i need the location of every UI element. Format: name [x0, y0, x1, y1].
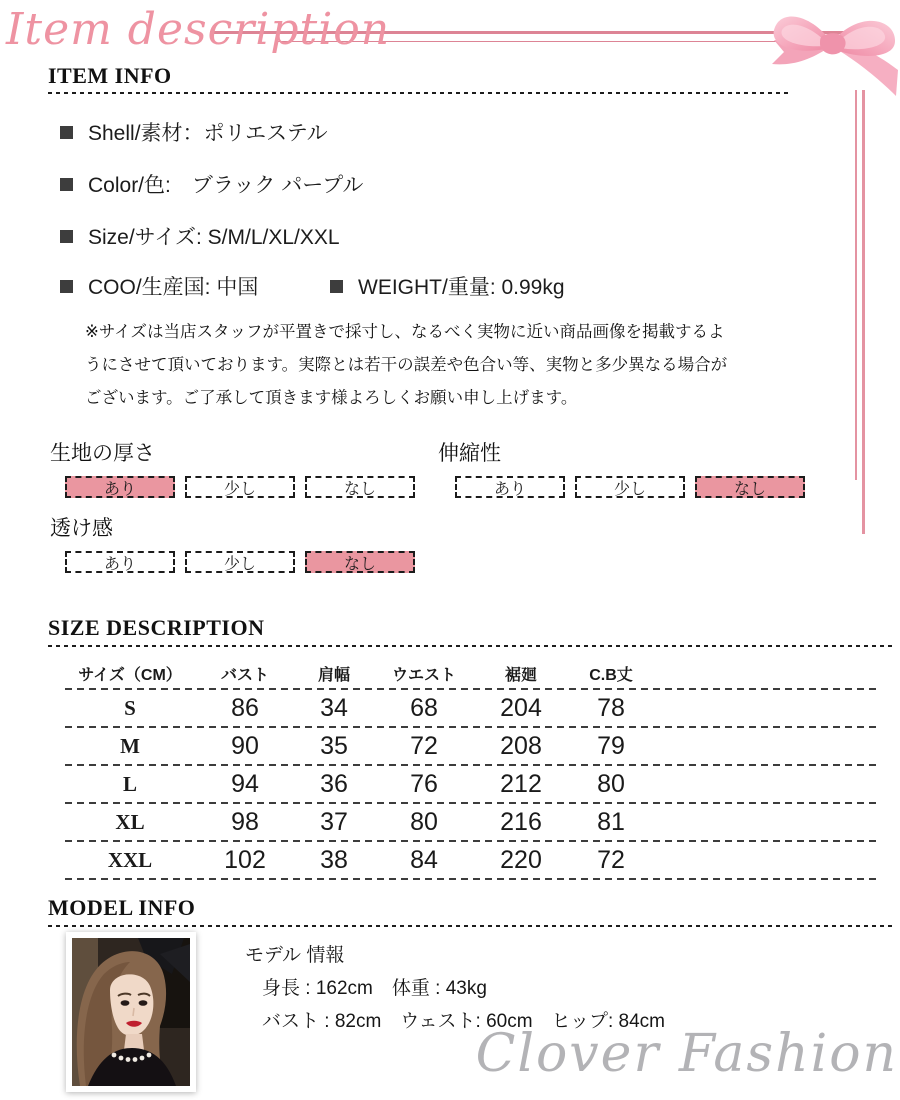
- bullet-square-icon: [60, 126, 73, 139]
- table-row: [65, 842, 880, 878]
- option-nashi: なし: [305, 476, 415, 498]
- bullet-square-icon: [330, 280, 343, 293]
- option-sukoshi: 少し: [185, 476, 295, 498]
- cell-bust: 98: [231, 807, 259, 836]
- bullet-text: Shell/素材：ポリエステル: [88, 122, 328, 145]
- bullet-square-icon: [60, 178, 73, 191]
- col-header-shoulder: 肩幅: [317, 666, 350, 684]
- bullet-text: Size/サイズ: S/M/L/XL/XXL: [88, 226, 340, 249]
- col-header-bust: バスト: [220, 666, 269, 684]
- model-photo: [66, 932, 196, 1092]
- table-row: [65, 690, 880, 726]
- bullet-text: Color/色: ブラック パープル: [88, 174, 364, 197]
- cell-bust: 90: [231, 731, 259, 760]
- cell-hem: 220: [500, 845, 542, 874]
- cell-size: M: [120, 733, 140, 758]
- cell-cb-length: 81: [597, 807, 625, 836]
- cell-waist: 80: [410, 807, 438, 836]
- model-info-title: モデル 情報: [245, 945, 345, 966]
- page-title: Item description: [6, 4, 391, 55]
- list-item-coo: [60, 271, 258, 301]
- cell-shoulder: 35: [320, 731, 348, 760]
- size-description-underline: [48, 645, 895, 647]
- table-row: [65, 728, 880, 764]
- model-height-weight: 身長 : 162cm 体重 : 43kg: [262, 978, 487, 999]
- list-item-weight: [330, 271, 565, 301]
- col-header-waist: ウエスト: [391, 666, 456, 684]
- size-description-heading: SIZE DESCRIPTION: [48, 615, 265, 640]
- cell-size: S: [124, 695, 136, 720]
- option-ari: あり: [455, 476, 565, 498]
- option-sukoshi: 少し: [575, 476, 685, 498]
- cell-size: L: [122, 771, 137, 796]
- sheerness-options: [65, 551, 415, 573]
- cell-shoulder: 37: [320, 807, 348, 836]
- cell-hem: 212: [500, 769, 542, 798]
- cell-shoulder: 34: [320, 693, 348, 722]
- fabric-thickness-label: 生地の厚さ: [50, 442, 155, 465]
- col-header-size: サイズ（CM）: [78, 666, 182, 684]
- note-line: うにさせて頂いております。実際とは若干の誤差や色合い等、実物と多少異なる場合が: [85, 356, 728, 374]
- option-ari-selected: あり: [65, 476, 175, 498]
- size-table-header-row: [65, 658, 880, 688]
- model-info-heading: MODEL INFO: [48, 895, 196, 920]
- cell-hem: 204: [500, 693, 542, 722]
- ribbon-tail-line-right: [862, 90, 865, 534]
- cell-bust: 102: [224, 845, 266, 874]
- sheerness-label: 透け感: [50, 517, 113, 540]
- list-item-shell: [60, 117, 328, 147]
- cell-cb-length: 78: [597, 693, 625, 722]
- cell-bust: 86: [231, 693, 259, 722]
- cell-waist: 68: [410, 693, 438, 722]
- cell-cb-length: 72: [597, 845, 625, 874]
- cell-cb-length: 79: [597, 731, 625, 760]
- bullet-text: WEIGHT/重量: 0.99kg: [358, 276, 565, 299]
- ribbon-tail-line-left: [855, 90, 857, 480]
- col-header-cb-length: C.B丈: [589, 666, 633, 684]
- size-table: [65, 658, 880, 880]
- table-row: [65, 804, 880, 840]
- cell-waist: 72: [410, 731, 438, 760]
- cell-size: XL: [115, 809, 145, 834]
- bullet-square-icon: [60, 280, 73, 293]
- list-item-color: [60, 169, 363, 199]
- cell-bust: 94: [231, 769, 259, 798]
- cell-hem: 208: [500, 731, 542, 760]
- item-info-heading: ITEM INFO: [48, 63, 172, 88]
- size-disclaimer-note: [85, 316, 815, 415]
- option-nashi-selected: なし: [695, 476, 805, 498]
- option-nashi-selected: なし: [305, 551, 415, 573]
- bullet-square-icon: [60, 230, 73, 243]
- bullet-text: COO/生産国: 中国: [88, 276, 259, 299]
- cell-waist: 84: [410, 845, 438, 874]
- stretch-options: [455, 476, 805, 498]
- brand-watermark: Clover Fashion: [475, 1024, 898, 1084]
- model-measurements: バスト : 82cm ウェスト: 60cm ヒップ: 84cm: [262, 1011, 666, 1032]
- item-info-underline: [48, 92, 790, 94]
- table-divider: [65, 878, 880, 880]
- cell-waist: 76: [410, 769, 438, 798]
- note-line: ※サイズは当店スタッフが平置きで採寸し、なるべく実物に近い商品画像を掲載するよ: [85, 323, 725, 341]
- cell-shoulder: 38: [320, 845, 348, 874]
- list-item-size: [60, 221, 340, 251]
- cell-shoulder: 36: [320, 769, 348, 798]
- cell-hem: 216: [500, 807, 542, 836]
- stretch-label: 伸縮性: [438, 442, 501, 465]
- col-header-hem: 裾廻: [504, 666, 537, 684]
- model-portrait-illustration: [72, 938, 190, 1086]
- note-line: ございます。ご了承して頂きます様よろしくお願い申し上げます。: [85, 389, 578, 407]
- table-row: [65, 766, 880, 802]
- cell-size: XXL: [107, 847, 153, 872]
- fabric-thickness-options: [65, 476, 415, 498]
- option-ari: あり: [65, 551, 175, 573]
- model-info-underline: [48, 925, 895, 927]
- cell-cb-length: 80: [597, 769, 625, 798]
- option-sukoshi: 少し: [185, 551, 295, 573]
